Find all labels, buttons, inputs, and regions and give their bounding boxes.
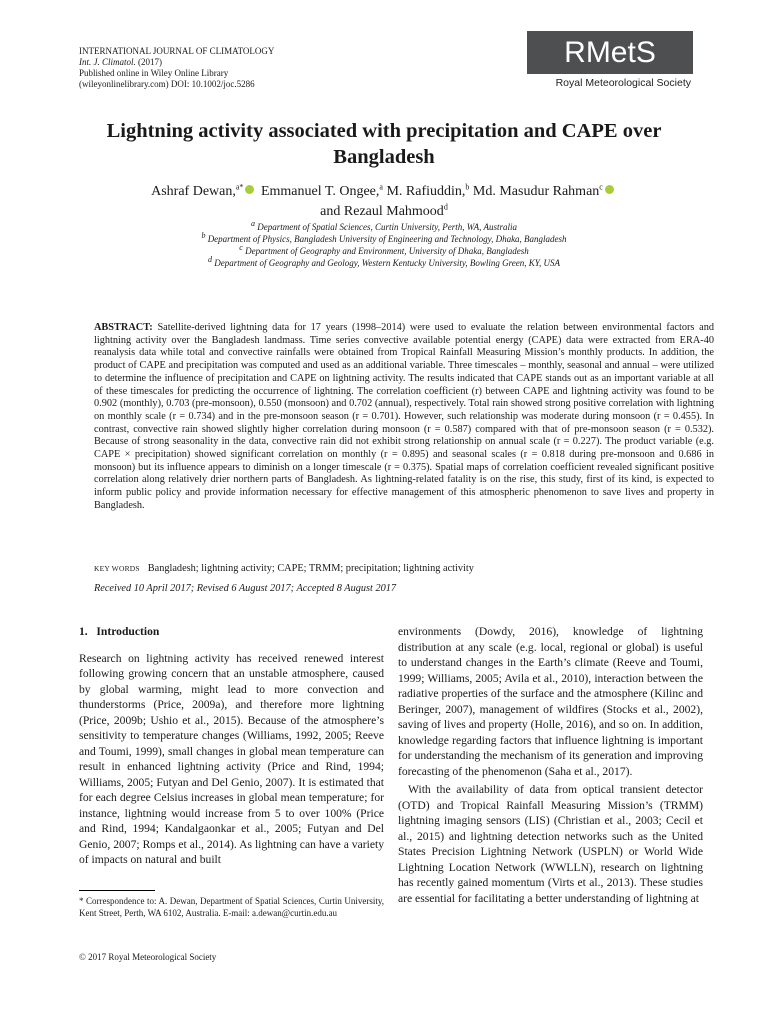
author-superscript: c bbox=[599, 182, 603, 192]
author-name[interactable]: Md. Masudur Rahman bbox=[472, 184, 600, 199]
journal-abbrev: Int. J. Climatol. bbox=[79, 57, 136, 67]
affiliations bbox=[60, 221, 708, 269]
author-superscript: b bbox=[465, 182, 470, 192]
author-name[interactable]: Ashraf Dewan, bbox=[151, 184, 236, 199]
affiliation bbox=[60, 221, 708, 233]
affiliation-text: Department of Geography and Environment, University of Dhaka, Bangladesh bbox=[245, 246, 529, 256]
author-superscript: a bbox=[379, 182, 383, 192]
paragraph: environments (Dowdy, 2016), knowledge of lightning distribution at any scale (e.g. local, regional or global) is useful to understand changes in the Earth’s climate (Reeve and Toumi, 1999; Williams, 2005; Avila et al., 2010), interaction between the radiative properties of the surface and the atmosphere (Kilinc and Beringer, 2007), management of wildfires (Stocks et al., 2002), saving of lives and property (Holle, 2016), and so on. In addition, knowledge regarding factors that influence lightning is important for understanding the mechanism of its generation and improving forecasting of the phenomenon (Saha et al., 2017). bbox=[398, 625, 703, 778]
journal-header bbox=[79, 46, 274, 90]
section-title: Introduction bbox=[96, 625, 160, 638]
left-column bbox=[79, 624, 384, 871]
affiliation-text: Department of Physics, Bangladesh University of Engineering and Technology, Dhaka, Bangladesh bbox=[207, 234, 567, 244]
paragraph: With the availability of data from optical transient detector (OTD) and Tropical Rainfall Measuring Mission’s (TRMM) lightning imaging sensors (LIS) (Christian et al., 2003; Cecil et al., 2015) and lightning detection networks such as the United States Precision Lightning Network (USPLN) or World Wide Lightning Location Network (WWLLN), research on lightning has recently gained momentum (Virts et al., 2013). These studies are essential for facilitating a better understanding of lightning at bbox=[398, 783, 703, 905]
rmets-logo bbox=[527, 31, 693, 89]
paragraph: Research on lightning activity has received renewed interest following growing concern that an unstable atmosphere, caused by global warming, might lead to more convection and thunderstorms (Price, 2009a), and therefore more lightning (Price, 2009b; Ushio et al., 2015). Because of the atmosphere’s sensitivity to temperature changes (Williams, 1992, 2005; Reeve and Toumi, 1999), small changes in global mean temperature can result in enhanced lightning activity (Price and Rind, 1994; Williams, 2005; Futyan and Del Genio, 2007). It is estimated that for each degree Celsius increases in global mean temperature; for instance, lightning would increase from 5 to over 100% (Price and Rind, 1994; Kandalgaonkar et al., 2005; Futyan and Del Genio, 2007; Romps et al., 2014). As lightning can have a variety of impacts on natural and built bbox=[79, 651, 384, 866]
keywords-text: Bangladesh; lightning activity; CAPE; TRMM; precipitation; lightning activity bbox=[147, 563, 474, 574]
keywords-label: KEY WORDS bbox=[94, 564, 140, 573]
affiliation-text: Department of Spatial Sciences, Curtin University, Perth, WA, Australia bbox=[257, 222, 517, 232]
right-column bbox=[398, 624, 703, 909]
orcid-icon[interactable] bbox=[245, 185, 254, 194]
rmets-logo-mark: RMetS bbox=[527, 31, 693, 74]
doi-line[interactable]: (wileyonlinelibrary.com) DOI: 10.1002/joc.5286 bbox=[79, 79, 255, 89]
affiliation bbox=[60, 245, 708, 257]
journal-year: (2017) bbox=[138, 57, 162, 67]
published-line: Published online in Wiley Online Library bbox=[79, 68, 229, 78]
rmets-logo-subtitle: Royal Meteorological Society bbox=[555, 77, 691, 89]
section-number: 1. bbox=[79, 625, 88, 638]
author-superscript: a* bbox=[235, 182, 244, 192]
section-heading bbox=[79, 624, 384, 640]
copyright: © 2017 Royal Meteorological Society bbox=[79, 952, 217, 962]
footnote-divider bbox=[79, 890, 155, 891]
journal-name: INTERNATIONAL JOURNAL OF CLIMATOLOGY bbox=[79, 46, 275, 56]
abstract-label: ABSTRACT: bbox=[94, 322, 153, 333]
author-superscript: d bbox=[443, 202, 448, 212]
received-dates: Received 10 April 2017; Revised 6 August 2017; Accepted 8 August 2017 bbox=[94, 583, 397, 594]
affiliation-superscript: b bbox=[201, 231, 206, 240]
abstract bbox=[94, 322, 714, 513]
author-name[interactable]: and Rezaul Mahmood bbox=[320, 204, 444, 219]
affiliation-superscript: c bbox=[239, 243, 243, 252]
orcid-icon[interactable] bbox=[605, 185, 614, 194]
affiliation-superscript: a bbox=[251, 219, 256, 228]
author-name[interactable]: M. Rafiuddin, bbox=[386, 184, 466, 199]
abstract-text: Satellite-derived lightning data for 17 years (1998–2014) were used to evaluate the relation between environmental factors and lightning activity over the Bangladesh landmass. Time series convective available potential energy (CAPE) data were extracted from ERA-40 reanalysis data while total and convective rainfalls were obtained from Tropical Rainfall Measuring Mission’s monthly products. In addition, the product of CAPE and precipitation was computed and used as an additional variable. Three timescales – monthly, seasonal and annual – were utilized to determine the influence of precipitation and CAPE on lightning activity. The results indicated that CAPE stands out as an important variable at all of these timescales for predicting the occurrence of lightning. The correlation coefficient (r) between CAPE and lightning activity was found to be 0.902 (monthly), 0.703 (pre-monsoon), 0.550 (monsoon) and 0.702 (annual), respectively. Total rain showed strong positive correlation with lightning on monthly scale (r = 0.734) and in the pre-monsoon season (r = 0.701). However, such relationship was moderate during monsoon (r = 0.455). In contrast, convective rain showed slightly higher correlation during monsoon (r = 0.587) compared with that of pre-monsoon season (r = 0.532). Because of strong seasonality in the data, convective rain did not exhibit strong relationship on annual scale (r = 0.227). The product variable (e.g. CAPE × precipitation) showed significant correlation on monthly (r = 0.895) and seasonal scales (r = 0.818 during pre-monsoon and 0.686 in monsoon) but its influence appears to diminish on a longer timescale (r = 0.375). Spatial maps of correlation coefficient revealed significant positive correlation along relatively drier northern parts of Bangladesh. As lightning-related fatality is on the rise, this study, first of its kind, is expected to inform public policy and provide information necessary for effective management of this atmospheric phenomenon to save lives and property in Bangladesh. bbox=[94, 322, 715, 511]
article-title: Lightning activity associated with precipitation and CAPE over Bangladesh bbox=[106, 120, 662, 168]
author-name[interactable]: Emmanuel T. Ongee, bbox=[260, 184, 380, 199]
affiliation-text: Department of Geography and Geology, Western Kentucky University, Bowling Green, KY, USA bbox=[214, 258, 560, 268]
affiliation bbox=[60, 257, 708, 269]
author-list bbox=[60, 182, 708, 222]
affiliation bbox=[60, 233, 708, 245]
correspondence-footnote: * Correspondence to: A. Dewan, Department of Spatial Sciences, Curtin University, Kent Street, Perth, WA 6102, Australia. E-mail: a.dewan@curtin.edu.au bbox=[79, 896, 384, 918]
affiliation-superscript: d bbox=[208, 255, 213, 264]
keywords bbox=[94, 563, 714, 574]
